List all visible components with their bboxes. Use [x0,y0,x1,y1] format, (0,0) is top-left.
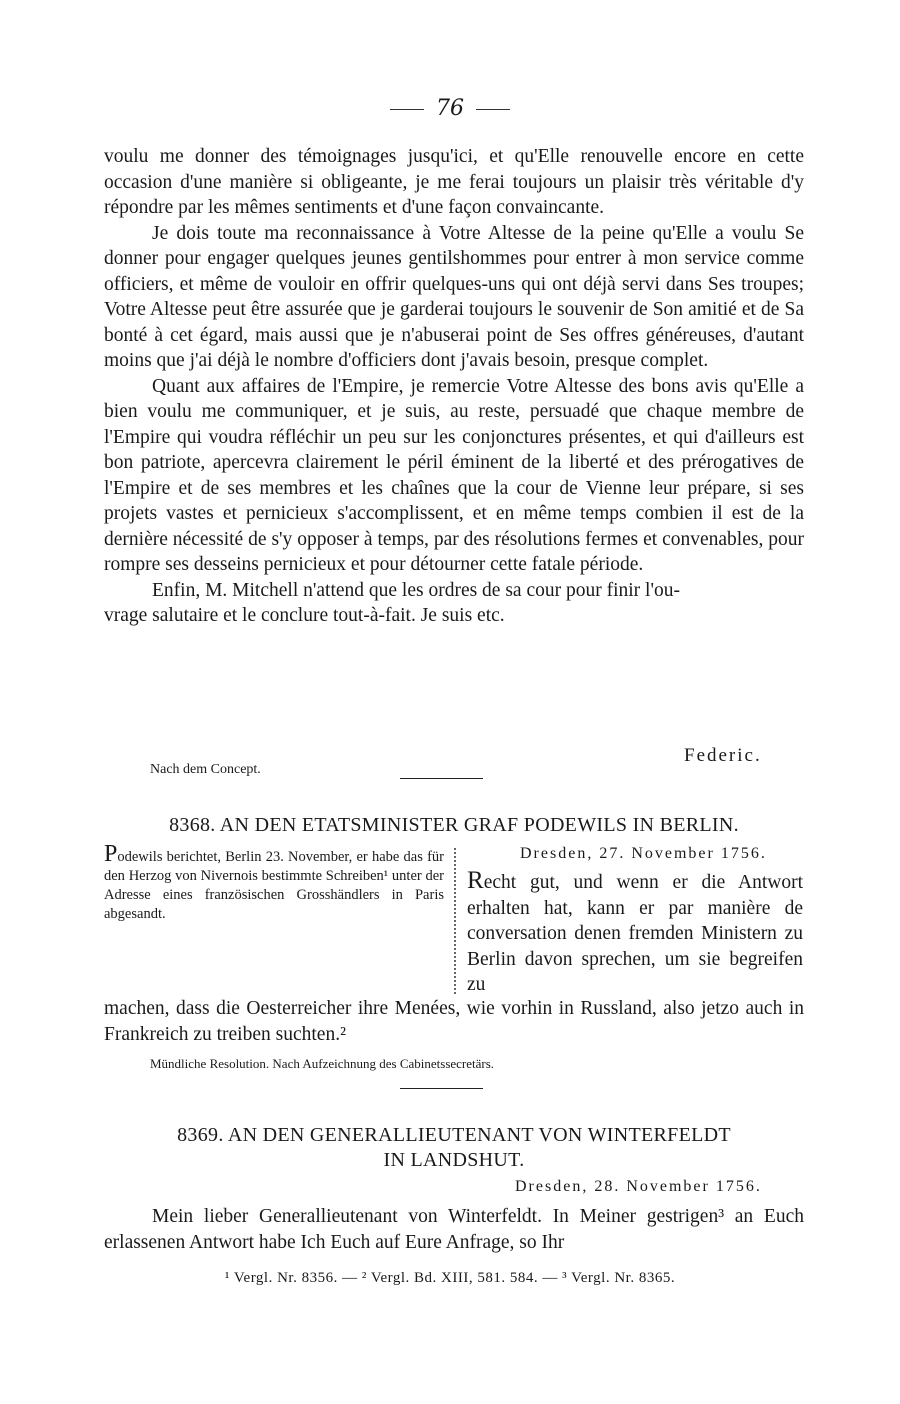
letter-8369-body [104,1204,804,1255]
header-dash-left [390,109,424,110]
source-note-1: Nach dem Concept. [150,762,261,777]
header-dash-right [476,109,510,110]
signature: Federic. [684,745,762,766]
heading-8369-line-2: IN LANDSHUT. [383,1149,525,1171]
resolution-8368 [467,868,803,998]
column-separator [454,848,456,994]
resolution-text: echt gut, und wenn er die Antwort erhalten hat, kann er par manière de conversation denen fremden Ministern zu Berlin davon sprechen, um sie begreifen zu [467,872,803,995]
summary-text: odewils berichtet, Berlin 23. November, er habe das für den Herzog von Nivernois bestimmte Schreiben¹ unter der Adresse eines französischen Grosshändlers in Paris abgesandt. [104,849,444,922]
paragraph-4-line-2: vrage salutaire et le conclure tout-à-fait. Je suis etc. [104,605,505,626]
resolution-continued-text: machen, dass die Oesterreicher ihre Menées, wie vorhin in Russland, also jetzo auch in Frankreich zu treiben suchten.² [104,998,804,1045]
paragraph-1: voulu me donner des témoignages jusqu'ici, et qu'Elle renouvelle encore en cette occasion d'une manière si obligeante, je me ferai toujours un plaisir très véritable d'y répondre par les mêmes sentiments et d'une façon convaincante. [104,146,804,218]
letter-8369-text: Mein lieber Generallieutenant von Winterfeldt. In Meiner gestrigen³ an Euch erlassenen Antwort habe Ich Euch auf Eure Anfrage, so Ihr [104,1206,804,1253]
heading-8368: 8368. AN DEN ETATSMINISTER GRAF PODEWILS IN BERLIN. [169,814,739,836]
page-header [0,96,900,121]
paragraph-2: Je dois toute ma reconnaissance à Votre Altesse de la peine qu'Elle a voulu Se donner pour engager quelques jeunes gentilshommes pour entrer à mon service comme officiers, et même de vouloir en offrir quelques-uns qui ont déjà servi dans Ses troupes; Votre Altesse peut être assurée que je garderai toujours le souvenir de Son amitié et de Sa bonté à cet égard, mais aussi que je n'abuserai point de Ses offres généreuses, d'autant moins que j'ai déjà le nombre d'officiers dont j'avais besoin, presque complet. [104,222,804,371]
heading-8369-line-1: 8369. AN DEN GENERALLIEUTENANT VON WINTERFELDT [177,1124,731,1146]
date-8368: Dresden, 27. November 1756. [520,845,767,862]
paragraph-3: Quant aux affaires de l'Empire, je remercie Votre Altesse des bons avis qu'Elle a bien voulu me communiquer, et je suis, au reste, persuadé que chaque membre de l'Empire qui voudra réfléchir un peu sur les conjonctures présentes, et qui d'ailleurs est bon patriote, apercevra clairement le péril éminent de la liberté et des prérogatives de l'Empire et de ses membres et les chaînes que la cour de Vienne leur prépare, si ses projets vastes et pernicieux s'accomplissent, et en même temps combien il est de la dernière nécessité de s'y opposer à temps, par des résolutions fermes et convenables, pour rompre ses desseins pernicieux et pour détourner cette fatale période. [104,375,804,575]
section-divider-1 [400,778,483,779]
summary-initial: P [104,841,118,867]
page-number: 76 [436,96,464,121]
resolution-initial: R [467,867,484,894]
paragraph-4-line-1: Enfin, M. Mitchell n'attend que les ordres de sa cour pour finir l'ou- [152,579,680,601]
source-note-2: Mündliche Resolution. Nach Aufzeichnung des Cabinetssecretärs. [150,1056,495,1071]
summary-8368 [104,841,444,924]
date-8369: Dresden, 28. November 1756. [515,1178,762,1195]
letter-body [104,144,804,629]
section-divider-2 [400,1088,483,1089]
resolution-8368-continued [104,996,804,1047]
footnotes: ¹ Vergl. Nr. 8356. — ² Vergl. Bd. XIII, 581. 584. — ³ Vergl. Nr. 8365. [224,1270,676,1286]
